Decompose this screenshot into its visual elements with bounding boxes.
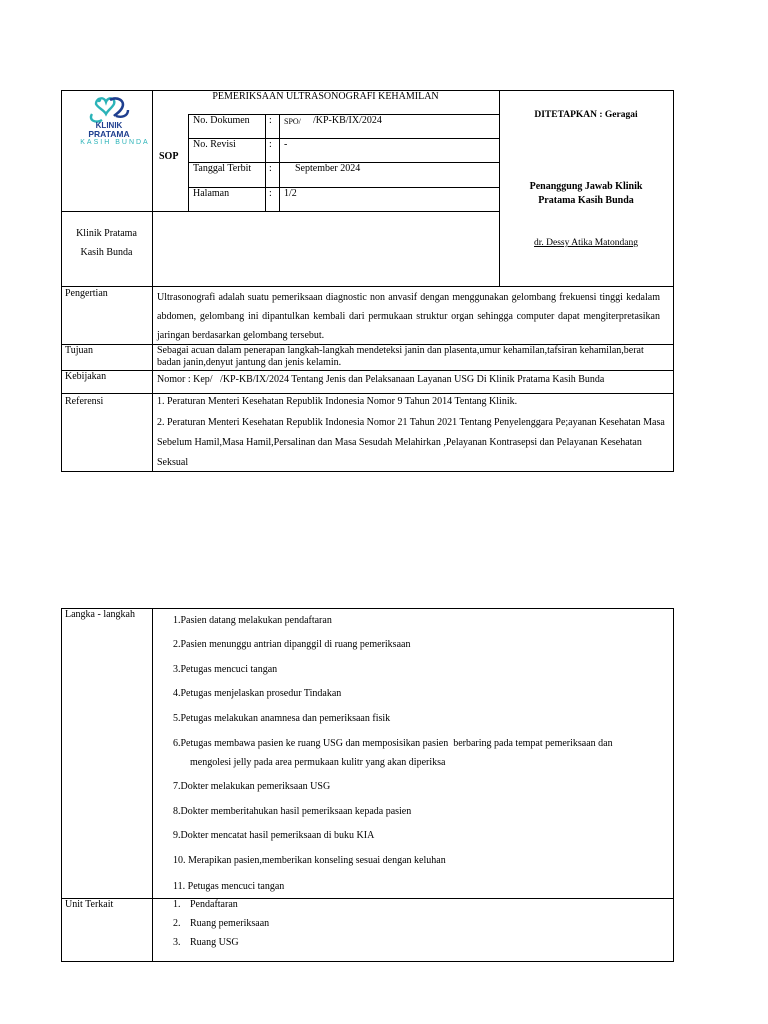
step-item: 4.Petugas menjelaskan prosedur Tindakan (173, 688, 342, 699)
document-title: PEMERIKSAAN ULTRASONOGRAFI KEHAMILAN (212, 91, 439, 102)
penanggung-jawab-line1: Penanggung Jawab Klinik (529, 181, 643, 192)
logo-text-pratama: PRATAMA (88, 129, 130, 139)
field-label: No. Dokumen (193, 115, 250, 126)
sop-label: SOP (159, 151, 179, 162)
field-separator: : (269, 115, 272, 126)
rule (673, 286, 674, 472)
section-label-tujuan: Tujuan (65, 345, 93, 356)
logo-text-kasih-bunda: KASIH BUNDA (80, 139, 150, 146)
unit-item: Pendaftaran (190, 899, 238, 910)
step-item: 1.Pasien datang melakukan pendaftaran (173, 615, 332, 626)
steps-label: Langka - langkah (65, 609, 135, 620)
ditetapkan: DITETAPKAN : Geragai (534, 110, 638, 120)
rule (61, 211, 499, 212)
section-text-kebijakan: Nomor : Kep/ /KP-KB/IX/2024 Tentang Jenis dan Pelaksanaan Layanan USG Di Klinik Pratama Kasih Bunda (157, 374, 605, 385)
step-item: 5.Petugas melakukan anamnesa dan pemeriksaan fisik (173, 713, 391, 724)
section-label-pengertian: Pengertian (65, 288, 108, 299)
field-label: Tanggal Terbit (193, 163, 252, 174)
step-item: 8.Dokter memberitahukan hasil pemeriksaan kepada pasien (173, 806, 412, 817)
rule (152, 90, 153, 287)
step-item: 9.Dokter mencatat hasil pemeriksaan di buku KIA (173, 830, 375, 841)
field-label: Halaman (193, 188, 230, 199)
unit-item-number: 3. (173, 937, 181, 948)
unit-item: Ruang USG (190, 937, 239, 948)
field-separator: : (269, 163, 272, 174)
rule (152, 608, 153, 962)
step-item-continuation: mengolesi jelly pada area permukaan kulitr yang akan diperiksa (190, 757, 446, 768)
field-value: /KP-KB/IX/2024 (313, 115, 382, 126)
section-text-pengertian: Ultrasonografi adalah suatu pemeriksaan diagnostic non anvasif dengan menggunakan gelombang frekuensi tinggi kedalam abdomen, gelombang ini dipantulkan kembali dari permukaan struktur organ sehingga computer dapat mengiterpretasikan jaringan berdasarkan gelombang tersebut. (157, 292, 660, 341)
referensi-item-2: 2. Peraturan Menteri Kesehatan Republik Indonesia Nomor 21 Tahun 2021 Tentang Penyelenggara Pe;ayanan Kesehatan Masa Sebelum Hamil,Masa Hamil,Persalinan dan Masa Sesudah Melahirkan ,Pelayanan Kontrasepsi dan Pelayanan Kesehatan Seksual (157, 417, 665, 468)
step-item: 11. Petugas mencuci tangan (173, 881, 285, 892)
field-value: 1/2 (284, 188, 297, 199)
step-item: 3.Petugas mencuci tangan (173, 664, 278, 675)
rule (61, 608, 62, 962)
section-label-referensi: Referensi (65, 396, 104, 407)
unit-item: Ruang pemeriksaan (190, 918, 270, 929)
step-item: 10. Merapikan pasien,memberikan konseling sesuai dengan keluhan (173, 855, 446, 866)
signatory-name: dr. Dessy Atika Matondang (534, 238, 638, 248)
unit-item-number: 2. (173, 918, 181, 929)
field-separator: : (269, 188, 272, 199)
rule (673, 90, 674, 287)
field-separator: : (269, 139, 272, 150)
clinic-name-line1: Klinik Pratama (76, 228, 137, 239)
step-item: 6.Petugas membawa pasien ke ruang USG dan memposisikan pasien berbaring pada tempat pemeriksaan dan (173, 738, 613, 749)
unit-item-number: 1. (173, 899, 181, 910)
field-value-prefix: SPO/ (284, 117, 301, 126)
clinic-name-line2: Kasih Bunda (80, 247, 133, 258)
rule (152, 286, 153, 472)
step-item: 7.Dokter melakukan pemeriksaan USG (173, 781, 331, 792)
logo-text-klinik: KLINIK (95, 121, 123, 130)
step-item: 2.Pasien menunggu antrian dipanggil di ruang pemeriksaan (173, 639, 411, 650)
rule (673, 608, 674, 962)
field-value: - (284, 139, 288, 150)
field-value: September 2024 (295, 163, 361, 174)
section-label-kebijakan: Kebijakan (65, 371, 107, 382)
unit-terkait-label: Unit Terkait (65, 899, 114, 910)
penanggung-jawab-line2: Pratama Kasih Bunda (538, 195, 634, 206)
rule (61, 286, 62, 472)
rule (188, 114, 189, 212)
section-text-tujuan: Sebagai acuan dalam penerapan langkah-langkah mendeteksi janin dan plasenta,umur kehamilan,tafsiran kehamilan,berat badan janin,denyut jantung dan jenis kelamin. (157, 345, 644, 368)
rule (279, 114, 280, 212)
rule (188, 187, 499, 188)
referensi-item-1: 1. Peraturan Menteri Kesehatan Republik Indonesia Nomor 9 Tahun 2014 Tentang Klinik. (157, 396, 518, 407)
rule (265, 114, 266, 212)
field-label: No. Revisi (193, 139, 236, 150)
